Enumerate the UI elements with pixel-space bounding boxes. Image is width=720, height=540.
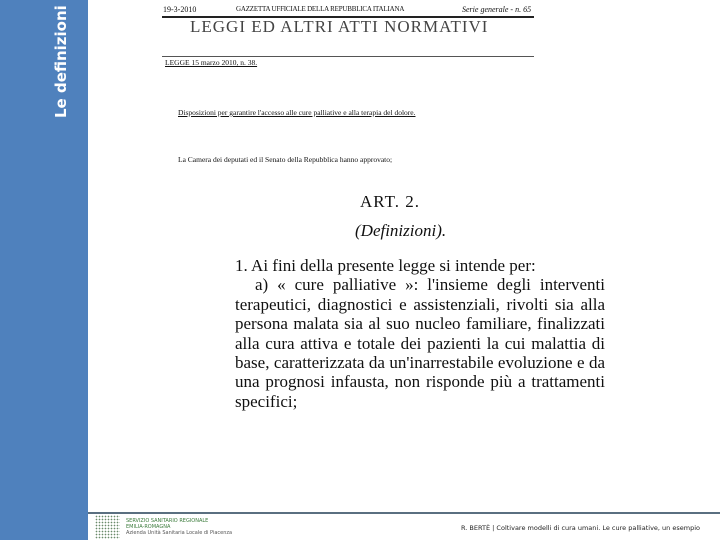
section-title: LEGGI ED ALTRI ATTI NORMATIVI (190, 17, 489, 36)
slide-title: Le definizioni (52, 5, 70, 118)
footer-divider (88, 512, 720, 514)
article-number: ART. 2. (360, 192, 420, 211)
ssr-logo (95, 515, 232, 539)
law-subject: Disposizioni per garantire l'accesso alle cure palliative e alla terapia del dolore. (178, 108, 416, 117)
gazette-publication: GAZZETTA UFFICIALE DELLA REPUBBLICA ITALIANA (236, 5, 405, 13)
logo-line3: Azienda Unità Sanitaria Locale di Piacenza (126, 530, 233, 536)
article-body (235, 256, 605, 411)
logo-line2: EMILIA-ROMAGNA (126, 524, 171, 530)
gazette-series: Serie generale - n. 65 (462, 5, 532, 14)
article-title: (Definizioni). (355, 221, 447, 240)
approval-text: La Camera dei deputati ed il Senato della Repubblica hanno approvato; (178, 155, 393, 164)
sidebar (0, 0, 88, 540)
gazette-date: 19-3-2010 (163, 5, 197, 14)
footer-credits: R. BERTÈ | Coltivare modelli di cura umani. Le cure palliative, un esempio (461, 524, 700, 532)
divider (162, 56, 534, 57)
logo-line1: SERVIZIO SANITARIO REGIONALE (126, 518, 209, 524)
article-intro: 1. Ai fini della presente legge si intende per: (235, 256, 536, 275)
logo-dots-icon (95, 515, 120, 539)
definition-cure-palliative: a) « cure palliative »: l'insieme degli interventi terapeutici, diagnostici e assistenziali, rivolti sia alla persona malata sia al suo nucleo familiare, finalizzati alla cura attiva e totale dei pazienti la cui malattia di base, caratterizzata da un'inarrestabile evoluzione e da una prognosi infausta, non risponde più a trattamenti specifici; (235, 275, 605, 411)
law-reference: LEGGE 15 marzo 2010, n. 38. (165, 58, 258, 67)
